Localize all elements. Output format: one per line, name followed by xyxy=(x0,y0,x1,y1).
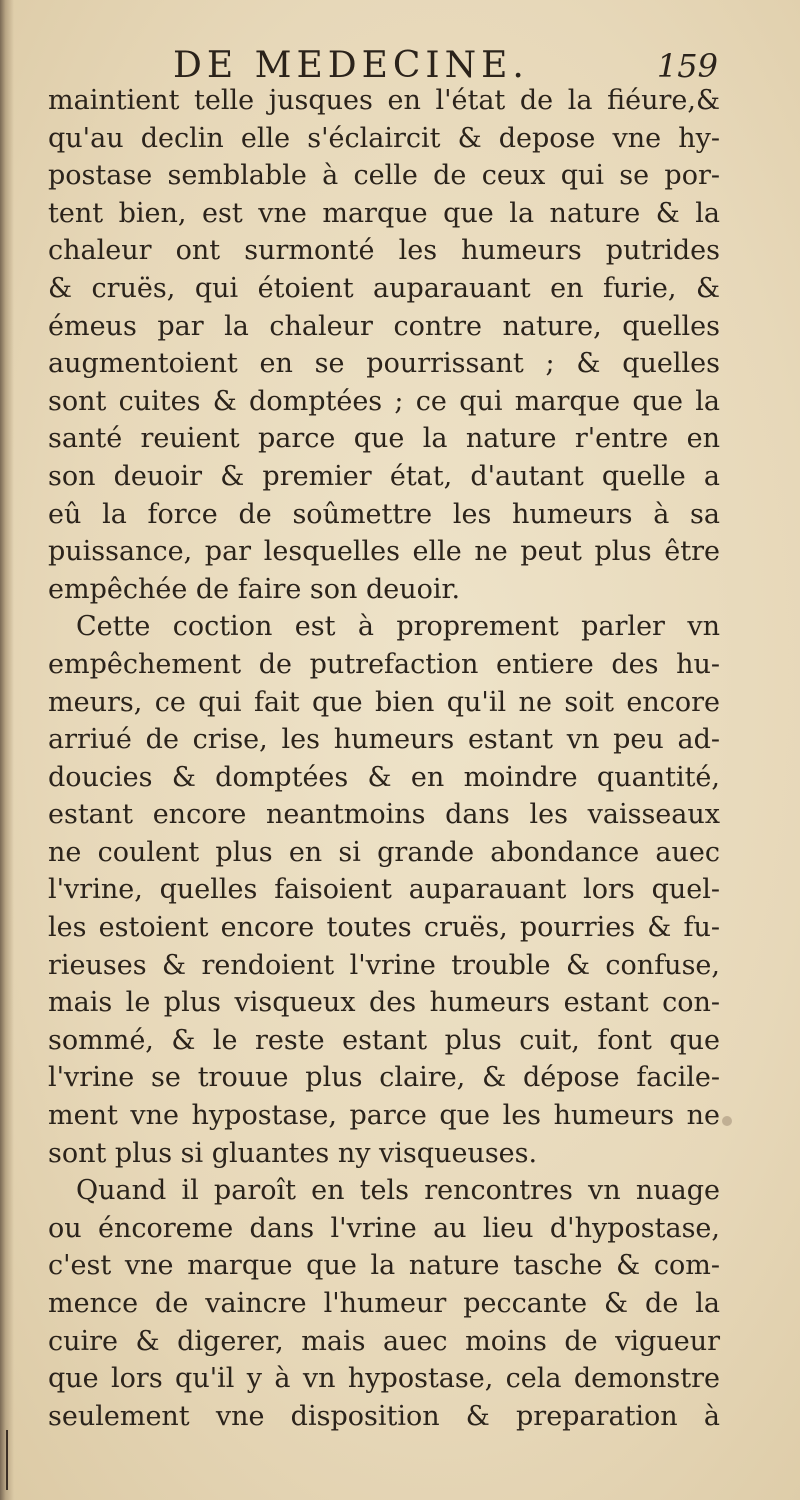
text-line: arriué de crise, les humeurs estant vn peu ad- xyxy=(48,724,720,756)
text-line: santé reuient parce que la nature r'entre en xyxy=(48,423,720,455)
text-line: maintient telle jusques en l'état de la fiéure,& xyxy=(48,85,720,116)
text-line: Cette coction est à proprement parler vn xyxy=(76,611,720,643)
text-line: eû la force de soûmettre les humeurs à sa xyxy=(48,498,720,530)
page-gutter-shadow xyxy=(0,0,14,1500)
text-line: sont cuites & domptées ; ce qui marque que la xyxy=(48,385,720,417)
text-line: sommé, & le reste estant plus cuit, font que xyxy=(48,1024,720,1056)
text-line: que lors qu'il y à vn hypostase, cela demonstre xyxy=(48,1363,720,1395)
text-line: ment vne hypostase, parce que les humeurs ne xyxy=(48,1100,720,1132)
text-line: cuire & digerer, mais auec moins de vigueur xyxy=(48,1325,720,1357)
margin-rule xyxy=(6,1430,8,1490)
text-line: sont plus si gluantes ny visqueuses. xyxy=(48,1137,538,1169)
text-line: rieuses & rendoient l'vrine trouble & confuse, xyxy=(48,949,720,981)
text-line: son deuoir & premier état, d'autant quelle a xyxy=(48,460,720,492)
text-line: estant encore neantmoins dans les vaisseaux xyxy=(48,799,720,831)
text-line: c'est vne marque que la nature tasche & com- xyxy=(48,1250,720,1282)
page-number: 159 xyxy=(656,47,718,85)
text-line: mais le plus visqueux des humeurs estant con- xyxy=(48,987,720,1019)
text-line: empêchement de putrefaction entiere des hu- xyxy=(48,648,720,680)
text-line: empêchée de faire son deuoir. xyxy=(48,573,461,605)
text-line: l'vrine se trouue plus claire, & dépose facile- xyxy=(48,1062,720,1094)
text-line: & cruës, qui étoient auparauant en furie, & xyxy=(48,272,720,304)
text-line: augmentoient en se pourrissant ; & quelles xyxy=(48,348,720,380)
text-line: postase semblable à celle de ceux qui se por- xyxy=(48,160,720,192)
text-line: meurs, ce qui fait que bien qu'il ne soit encore xyxy=(48,686,720,718)
text-line: l'vrine, quelles faisoient auparauant lors quel- xyxy=(48,874,720,906)
text-line: seulement vne disposition & preparation à xyxy=(48,1400,720,1432)
text-line: puissance, par lesquelles elle ne peut plus être xyxy=(48,536,720,568)
text-line: les estoient encore toutes cruës, pourries & fu- xyxy=(48,912,720,944)
text-line: tent bien, est vne marque que la nature & la xyxy=(48,197,720,229)
text-line: émeus par la chaleur contre nature, quelles xyxy=(48,310,720,342)
text-line: Quand il paroît en tels rencontres vn nuage xyxy=(76,1175,720,1207)
text-line: ou éncoreme dans l'vrine au lieu d'hypostase, xyxy=(48,1212,720,1244)
text-line: mence de vaincre l'humeur peccante & de la xyxy=(48,1288,720,1319)
text-line: doucies & domptées & en moindre quantité, xyxy=(48,761,720,793)
text-line: qu'au declin elle s'éclaircit & depose vne hy- xyxy=(48,122,720,154)
ink-smudge xyxy=(722,1116,732,1126)
running-head: DE MEDECINE. xyxy=(173,45,529,86)
body-text xyxy=(48,82,720,1435)
text-line: ne coulent plus en si grande abondance auec xyxy=(48,836,720,868)
text-line: chaleur ont surmonté les humeurs putrides xyxy=(48,235,720,267)
